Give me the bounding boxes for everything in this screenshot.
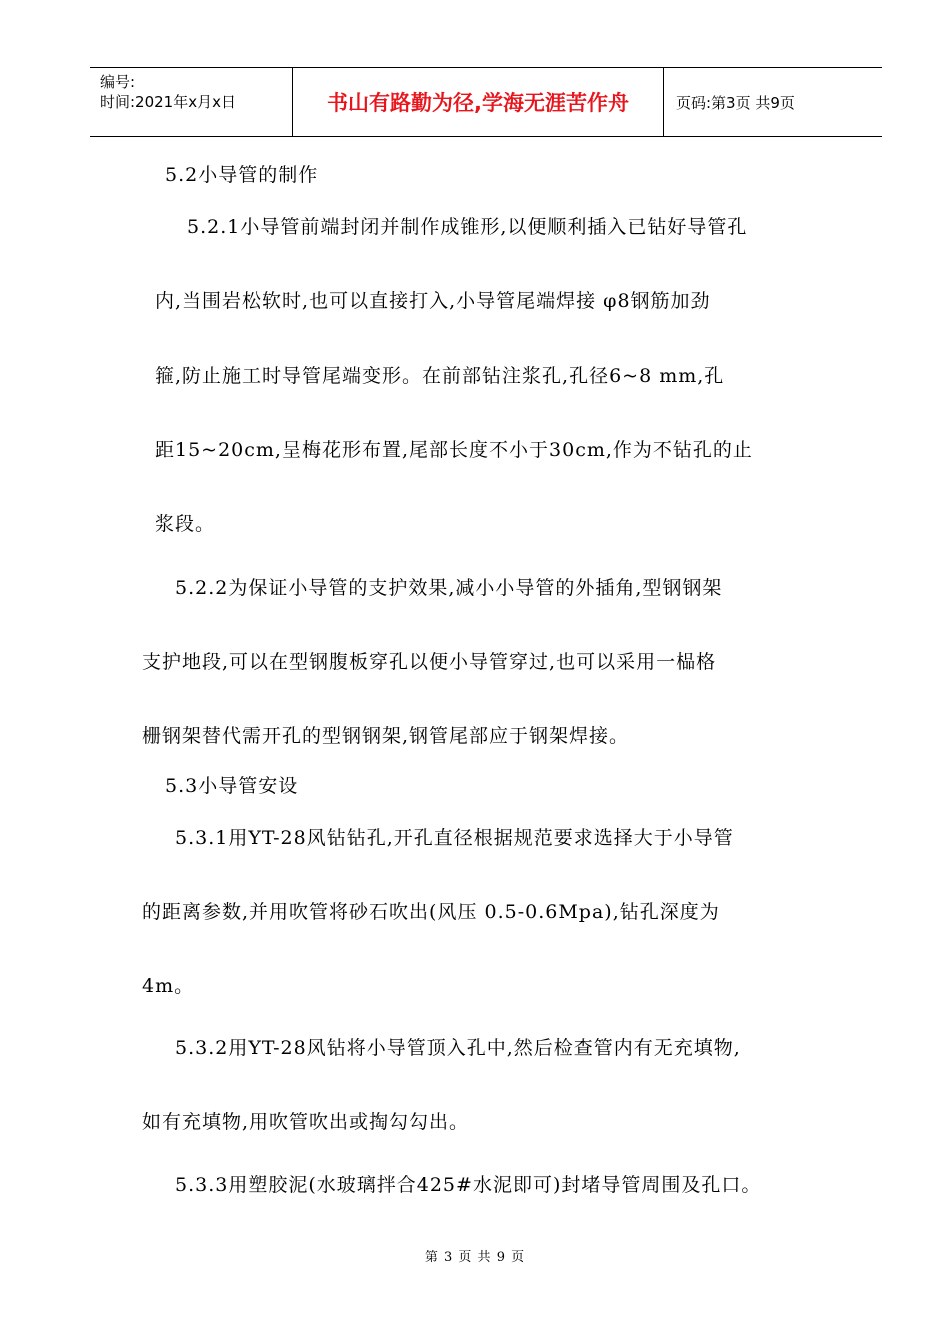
paragraph-line: 支护地段,可以在型钢腹板穿孔以便小导管穿过,也可以采用一榀格 [142,651,717,673]
header-time-label: 时间:2021年x月x日 [100,93,236,111]
paragraph-line: 5.3.1用YT-28风钻钻孔,开孔直径根据规范要求选择大于小导管 [175,827,734,849]
header-number-label: 编号: [100,73,136,91]
paragraph-line: 4m。 [142,975,195,997]
paragraph-line: 5.2.1小导管前端封闭并制作成锥形,以便顺利插入已钻好导管孔 [187,216,748,238]
paragraph-line: 栅钢架替代需开孔的型钢钢架,钢管尾部应于钢架焊接。 [142,725,630,747]
section-heading-5-3: 5.3小导管安设 [165,775,299,797]
paragraph-line: 距15~20cm,呈梅花形布置,尾部长度不小于30cm,作为不钻孔的止 [155,439,753,461]
paragraph-line: 5.3.2用YT-28风钻将小导管顶入孔中,然后检查管内有无充填物, [175,1037,741,1059]
paragraph-line: 如有充填物,用吹管吹出或掏勾勾出。 [142,1111,470,1133]
page-header [90,67,882,137]
header-motto: 书山有路勤为径,学海无涯苦作舟 [292,68,664,136]
section-heading-5-2: 5.2小导管的制作 [165,164,319,186]
paragraph-line: 的距离参数,并用吹管将砂石吹出(风压 0.5-0.6Mpa),钻孔深度为 [142,901,720,923]
page-footer: 第 3 页 共 9 页 [424,1250,526,1265]
paragraph-line: 5.2.2为保证小导管的支护效果,减小小导管的外插角,型钢钢架 [175,577,723,599]
header-meta [90,68,292,136]
paragraph-line: 箍,防止施工时导管尾端变形。在前部钻注浆孔,孔径6~8 mm,孔 [155,365,725,387]
header-page-label: 页码:第3页 共9页 [676,93,795,112]
paragraph-line: 5.3.3用塑胶泥(水玻璃拌合425#水泥即可)封堵导管周围及孔口。 [175,1174,762,1196]
paragraph-line: 内,当围岩松软时,也可以直接打入,小导管尾端焊接 φ8钢筋加劲 [155,290,711,312]
paragraph-line: 浆段。 [155,513,216,535]
